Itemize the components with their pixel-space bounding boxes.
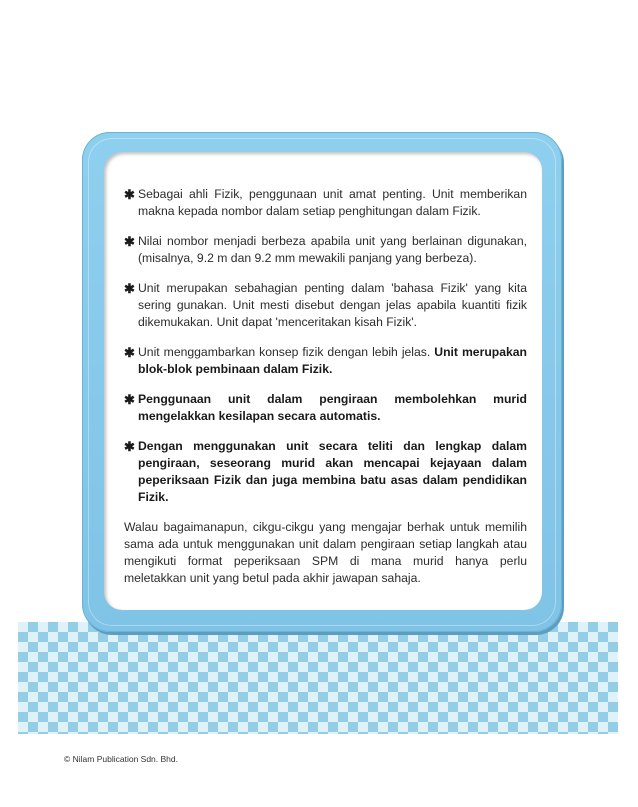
asterisk-icon: ✱ xyxy=(124,345,135,360)
bullet-text: Penggunaan unit dalam pengiraan membolehkan murid mengelakkan kesilapan secara automatis. xyxy=(138,392,527,423)
bullet-text: Unit menggambarkan konsep fizik dengan lebih jelas. Unit merupakan blok-blok pembinaan dalam Fizik. xyxy=(138,345,527,376)
asterisk-icon: ✱ xyxy=(124,281,135,296)
bullet-text: Nilai nombor menjadi berbeza apabila unit yang berlainan digunakan, (misalnya, 9.2 m dan 9.2 mm mewakili panjang yang berbeza). xyxy=(138,234,527,265)
asterisk-icon: ✱ xyxy=(124,187,135,202)
asterisk-icon: ✱ xyxy=(124,439,135,454)
copyright-footer: © Nilam Publication Sdn. Bhd. xyxy=(64,754,178,764)
bullet-text: Dengan menggunakan unit secara teliti dan lengkap dalam pengiraan, seseorang murid akan mencapai kejayaan dalam peperiksaan Fizik dan juga membina batu asas dalam pendidikan Fizik. xyxy=(138,439,527,504)
bullet-item xyxy=(124,438,527,506)
content-area xyxy=(124,186,527,599)
asterisk-icon: ✱ xyxy=(124,392,135,407)
closing-paragraph: Walau bagaimanapun, cikgu-cikgu yang mengajar berhak untuk memilih sama ada untuk menggunakan unit dalam pengiraan setiap langkah atau mengikuti format peperiksaan SPM di mana murid hanya perlu meletakkan unit yang betul pada akhir jawapan sahaja. xyxy=(124,520,527,585)
bullet-item xyxy=(124,391,527,425)
asterisk-icon: ✱ xyxy=(124,234,135,249)
bullet-text: Sebagai ahli Fizik, penggunaan unit amat penting. Unit memberikan makna kepada nombor dalam setiap penghitungan dalam Fizik. xyxy=(138,187,527,218)
checkered-background xyxy=(18,622,618,734)
bullet-item xyxy=(124,344,527,378)
bullet-text: Unit merupakan sebahagian penting dalam 'bahasa Fizik' yang kita sering gunakan. Unit mesti disebut dengan jelas apabila kuantiti fizik dikemukakan. Unit dapat 'menceritakan kisah Fizik'. xyxy=(138,281,527,329)
bullet-item xyxy=(124,280,527,331)
bullet-item xyxy=(124,233,527,267)
bullet-item xyxy=(124,186,527,220)
